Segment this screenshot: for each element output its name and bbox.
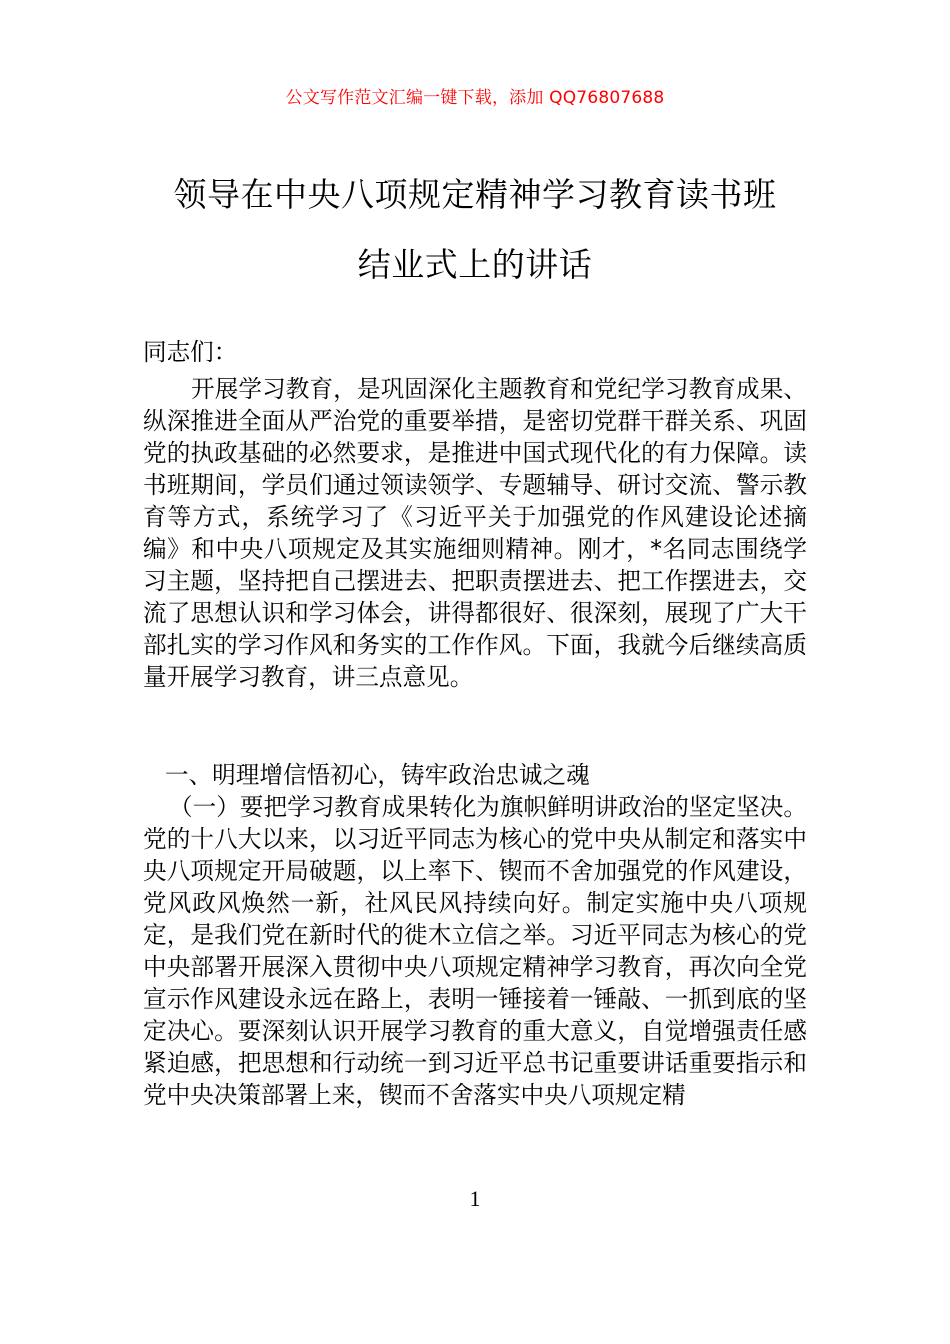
section-heading-1: 一、明理增信悟初心，铸牢政治忠诚之魂 bbox=[165, 761, 590, 789]
document-title-line-1: 领导在中央八项规定精神学习教育读书班 bbox=[173, 175, 777, 214]
paragraph-section-1-item-1: （一）要把学习教育成果转化为旗帜鲜明讲政治的坚定坚决。党的十八大以来，以习近平同志为核心的党中央从制定和落实中央八项规定开局破题，以上率下、锲而不舍加强党的作风建设，党风政风焕然一新，社风民风持续向好。制定实施中央八项规定，是我们党在新时代的徙木立信之举。习近平同志为核心的党中央部署开展深入贯彻中央八项规定精神学习教育，再次向全党宣示作风建设永远在路上，表明一锤接着一锤敲、一抓到底的坚定决心。要深刻认识开展学习教育的重大意义，自觉增强责任感紧迫感，把思想和行动统一到习近平总书记重要讲话重要指示和党中央决策部署上来，锲而不舍落实中央八项规定精 bbox=[143, 793, 807, 1109]
download-notice: 公文写作范文汇编一键下载，添加 QQ76807688 bbox=[285, 88, 665, 108]
document-title-line-2: 结业式上的讲话 bbox=[357, 245, 593, 284]
greeting: 同志们： bbox=[143, 338, 238, 366]
page-number: 1 bbox=[469, 1186, 481, 1211]
paragraph-intro: 开展学习教育，是巩固深化主题教育和党纪学习教育成果、纵深推进全面从严治党的重要举措，是密切党群干群关系、巩固党的执政基础的必然要求，是推进中国式现代化的有力保障。读书班期间，学员们通过领读领学、专题辅导、研讨交流、警示教育等方式，系统学习了《习近平关于加强党的作风建设论述摘编》和中央八项规定及其实施细则精神。刚才，*名同志围绕学习主题，坚持把自己摆进去、把职责摆进去、把工作摆进去，交流了思想认识和学习体会，讲得都很好、很深刻，展现了广大干部扎实的学习作风和务实的工作作风。下面，我就今后继续高质量开展学习教育，讲三点意见。 bbox=[143, 375, 807, 691]
